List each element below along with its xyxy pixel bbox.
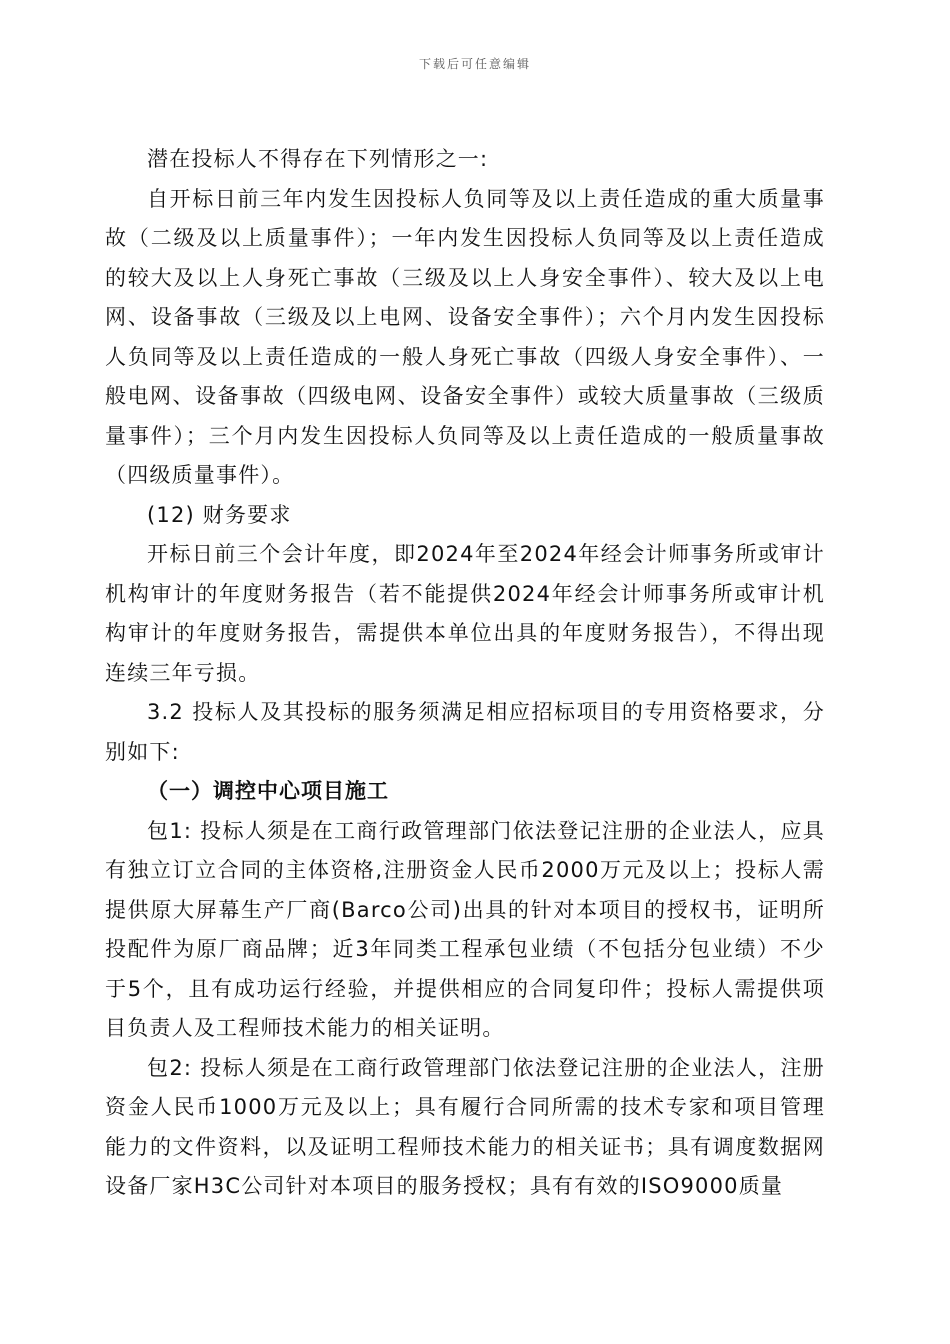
paragraph-special-qualification: 3.2 投标人及其投标的服务须满足相应招标项目的专用资格要求，分别如下: [105,700,825,764]
paragraph-intro: 潜在投标人不得存在下列情形之一: [147,147,489,171]
section-heading: （一）调控中心项目施工 [147,779,389,803]
paragraph-accident-restrictions: 自开标日前三年内发生因投标人负同等及以上责任造成的重大质量事故（二级及以上质量事件）；一年内发生因投标人负同等及以上责任造成的较大及以上人身死亡事故（三级及以上人身安全事件）、较大及以上电网、设备事故（三级及以上电网、设备安全事件）；六个月内发生因投标人负同等及以上责任造成的一般人身死亡事故（四级人身安全事件）、一般电网、设备事故（四级电网、设备安全事件）或较大质量事故（三级质量事件）；三个月内发生因投标人负同等及以上责任造成的一般质量事故（四级质量事件）。 [105,186,825,487]
paragraph-finance-requirement: 开标日前三个会计年度，即2024年至2024年经会计师事务所或审计机构审计的年度财务报告（若不能提供2024年经会计师事务所或审计机构审计的年度财务报告，需提供本单位出具的年度财务报告），不得出现连续三年亏损。 [105,542,825,685]
paragraph-package-2: 包2: 投标人须是在工商行政管理部门依法登记注册的企业法人，注册资金人民币1000万元及以上；具有履行合同所需的技术专家和项目管理能力的文件资料，以及证明工程师技术能力的相关证书；具有调度数据网设备厂家H3C公司针对本项目的服务授权；具有有效的ISO9000质量 [105,1055,825,1198]
document-body [105,140,825,1207]
header-note: 下载后可任意编辑 [418,57,531,71]
paragraph-package-1: 包1: 投标人须是在工商行政管理部门依法登记注册的企业法人，应具有独立订立合同的主体资格,注册资金人民币2000万元及以上；投标人需提供原大屏幕生产厂商(Barco公司)出具的针对本项目的授权书，证明所投配件为原厂商品牌；近3年同类工程承包业绩（不包括分包业绩）不少于5个，且有成功运行经验，并提供相应的合同复印件；投标人需提供项目负责人及工程师技术能力的相关证明。 [105,818,825,1040]
paragraph-finance-title: (12) 财务要求 [147,502,292,527]
